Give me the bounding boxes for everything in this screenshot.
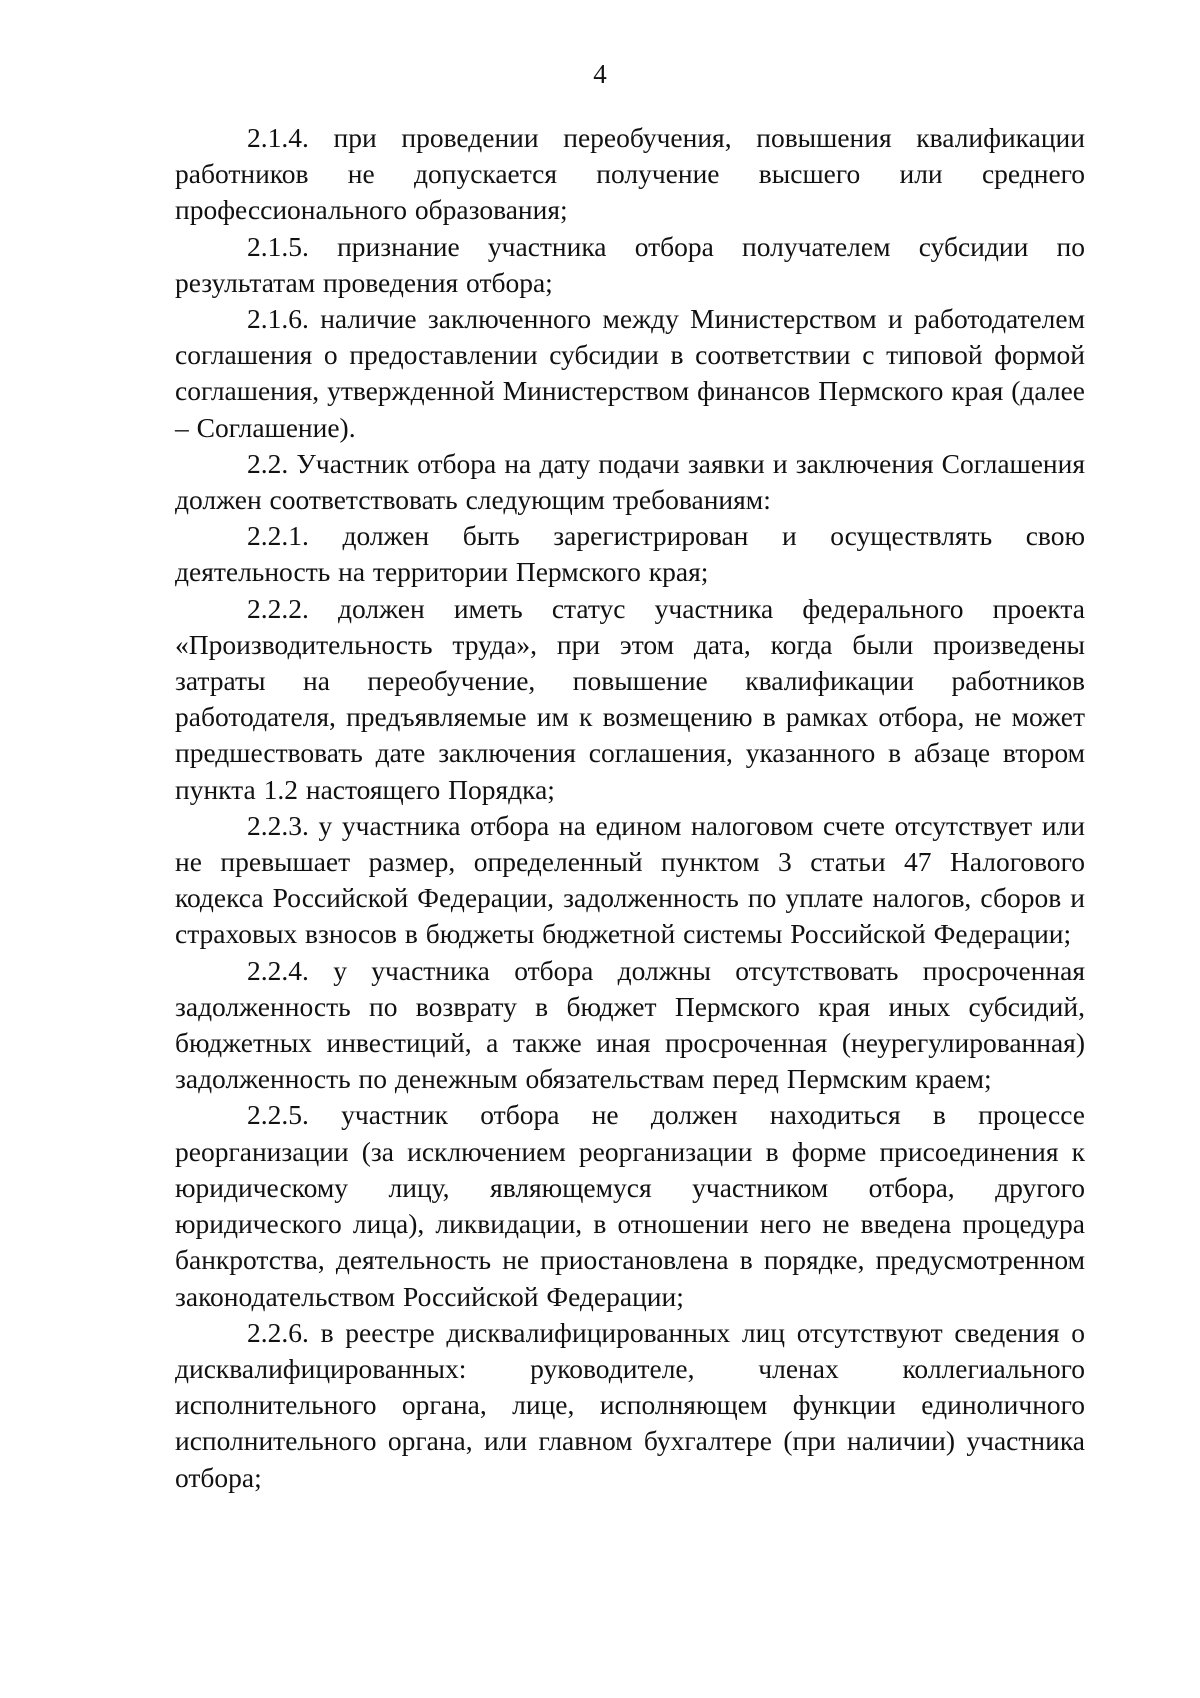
paragraph-2-2-3: 2.2.3. у участника отбора на едином налоговом счете отсутствует или не превышает размер, определенный пунктом 3 статьи 47 Налогового кодекса Российской Федерации, задолженность по уплате налогов, сборов и страховых взносов в бюджеты бюджетной системы Российской Федерации;: [175, 809, 1085, 950]
paragraph-2-1-6: 2.1.6. наличие заключенного между Министерством и работодателем соглашения о предоставлении субсидии в соответствии с типовой формой соглашения, утвержденной Министерством финансов Пермского края (далее – Соглашение).: [175, 303, 1085, 443]
paragraph-2-2-2: 2.2.2. должен иметь статус участника федерального проекта «Производительность труда», при этом дата, когда были произведены затраты на переобучение, повышение квалификации работников работодателя, предъявляемые им к возмещению в рамках отбора, не может предшествовать дате заключения соглашения, указанного в абзаце втором пункта 1.2 настоящего Порядка;: [175, 592, 1085, 805]
page-number: 4: [593, 59, 607, 89]
paragraph-2-2-6: 2.2.6. в реестре дисквалифицированных лиц отсутствуют сведения о дисквалифицированных: руководителе, членах коллегиального исполнительного органа, лице, исполняющем функции единоличного исполнительного органа, или главном бухгалтере (при наличии) участника отбора;: [175, 1316, 1085, 1493]
paragraph-2-2: 2.2. Участник отбора на дату подачи заявки и заключения Соглашения должен соответствовать следующим требованиям:: [175, 447, 1085, 516]
paragraph-2-1-4: 2.1.4. при проведении переобучения, повышения квалификации работников не допускается получение высшего или среднего профессионального образования;: [175, 122, 1085, 226]
paragraph-2-2-4: 2.2.4. у участника отбора должны отсутствовать просроченная задолженность по возврату в бюджет Пермского края иных субсидий, бюджетных инвестиций, а также иная просроченная (неурегулированная) задолженность по денежным обязательствам перед Пермским краем;: [175, 954, 1085, 1095]
paragraph-2-1-5: 2.1.5. признание участника отбора получателем субсидии по результатам проведения отбора;: [175, 230, 1085, 298]
paragraph-2-2-1: 2.2.1. должен быть зарегистрирован и осуществлять свою деятельность на территории Пермского края;: [175, 520, 1085, 588]
paragraph-2-2-5: 2.2.5. участник отбора не должен находиться в процессе реорганизации (за исключением реорганизации в форме присоединения к юридическому лицу, являющемуся участником отбора, другого юридического лица), ликвидации, в отношении него не введена процедура банкротства, деятельность не приостановлена в порядке, предусмотренном законодательством Российской Федерации;: [175, 1099, 1085, 1312]
document-body: [175, 120, 1085, 1496]
